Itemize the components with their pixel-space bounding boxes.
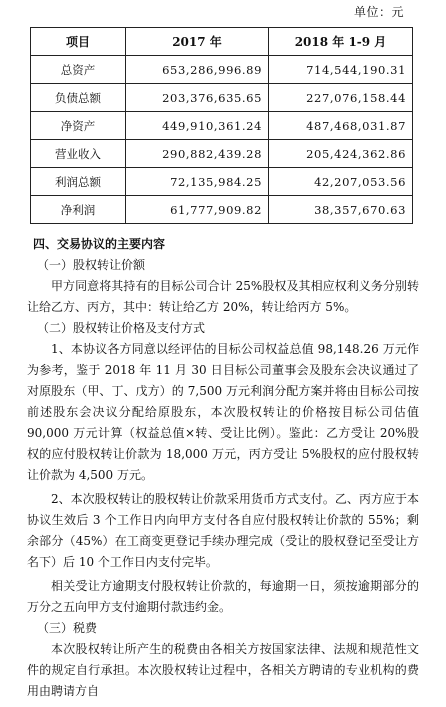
- subsection-heading: （三）税费: [37, 621, 98, 635]
- paragraph: 甲方同意将其持有的目标公司合计 25%股权及其相应权利义务分别转让给乙方、丙方，其中：转让给乙方 20%，转让给丙方 5%。: [27, 279, 419, 314]
- value-2018: 38,357,670.63: [269, 196, 413, 224]
- section-heading: 四、交易协议的主要内容: [33, 237, 166, 251]
- value-2017: 290,882,439.28: [126, 140, 269, 168]
- value-2018: 714,544,190.31: [269, 56, 413, 84]
- document-body: [27, 234, 419, 702]
- column-header: 2017 年: [126, 28, 269, 56]
- row-label: 营业收入: [31, 140, 126, 168]
- subsection-heading: （二）股权转让价格及支付方式: [37, 321, 206, 335]
- value-2018: 205,424,362.86: [269, 140, 413, 168]
- table-row: [31, 168, 413, 196]
- financial-table: [30, 27, 413, 224]
- row-label: 总资产: [31, 56, 126, 84]
- value-2017: 203,376,635.65: [126, 84, 269, 112]
- table-row: [31, 196, 413, 224]
- table-row: [31, 56, 413, 84]
- row-label: 净利润: [31, 196, 126, 224]
- value-2017: 61,777,909.82: [126, 196, 269, 224]
- value-2018: 42,207,053.56: [269, 168, 413, 196]
- value-2017: 72,135,984.25: [126, 168, 269, 196]
- row-label: 利润总额: [31, 168, 126, 196]
- unit-label: 单位：元: [353, 5, 404, 19]
- value-2017: 449,910,361.24: [126, 112, 269, 140]
- paragraph: 1、本协议各方同意以经评估的目标公司权益总值 98,148.26 万元作为参考，鉴于 2018 年 11 月 30 日目标公司董事会及股东会决议通过了对原股东（甲、丁、戊方）的 7,500 万元利润分配方案并将由目标公司按前述股东会决议分配给原股东，本次股权转让的价格按目标公司估值 90,000 万元计算（权益总值×转、受让比例）。鉴此：乙方受让 20%股权的应付股权转让价款为 18,000 万元，丙方受让 5%股权的应付股权转让价款为 4,500 万元。: [27, 342, 419, 482]
- table-row: [31, 84, 413, 112]
- value-2018: 227,076,158.44: [269, 84, 413, 112]
- value-2018: 487,468,031.87: [269, 112, 413, 140]
- value-2017: 653,286,996.89: [126, 56, 269, 84]
- row-label: 净资产: [31, 112, 126, 140]
- column-header: 项目: [31, 28, 126, 56]
- paragraph: 2、本次股权转让的股权转让价款采用货币方式支付。乙、丙方应于本协议生效后 3 个工作日内向甲方支付各自应付股权转让价款的 55%；剩余部分（45%）在工商变更登记手续办理完成（受让的股权登记至受让方名下）后 10 个工作日内支付完毕。: [27, 492, 419, 569]
- paragraph: 相关受让方逾期支付股权转让价款的，每逾期一日，须按逾期部分的万分之五向甲方支付逾期付款违约金。: [27, 579, 419, 614]
- subsection-heading: （一）股权转让价额: [37, 258, 146, 272]
- column-header: 2018 年 1-9 月: [269, 28, 413, 56]
- table-header-row: [31, 28, 413, 56]
- paragraph: 本次股权转让所产生的税费由各相关方按国家法律、法规和规范性文件的规定自行承担。本次股权转让过程中，各相关方聘请的专业机构的费用由聘请方自: [27, 642, 419, 698]
- table-row: [31, 112, 413, 140]
- table-row: [31, 140, 413, 168]
- row-label: 负债总额: [31, 84, 126, 112]
